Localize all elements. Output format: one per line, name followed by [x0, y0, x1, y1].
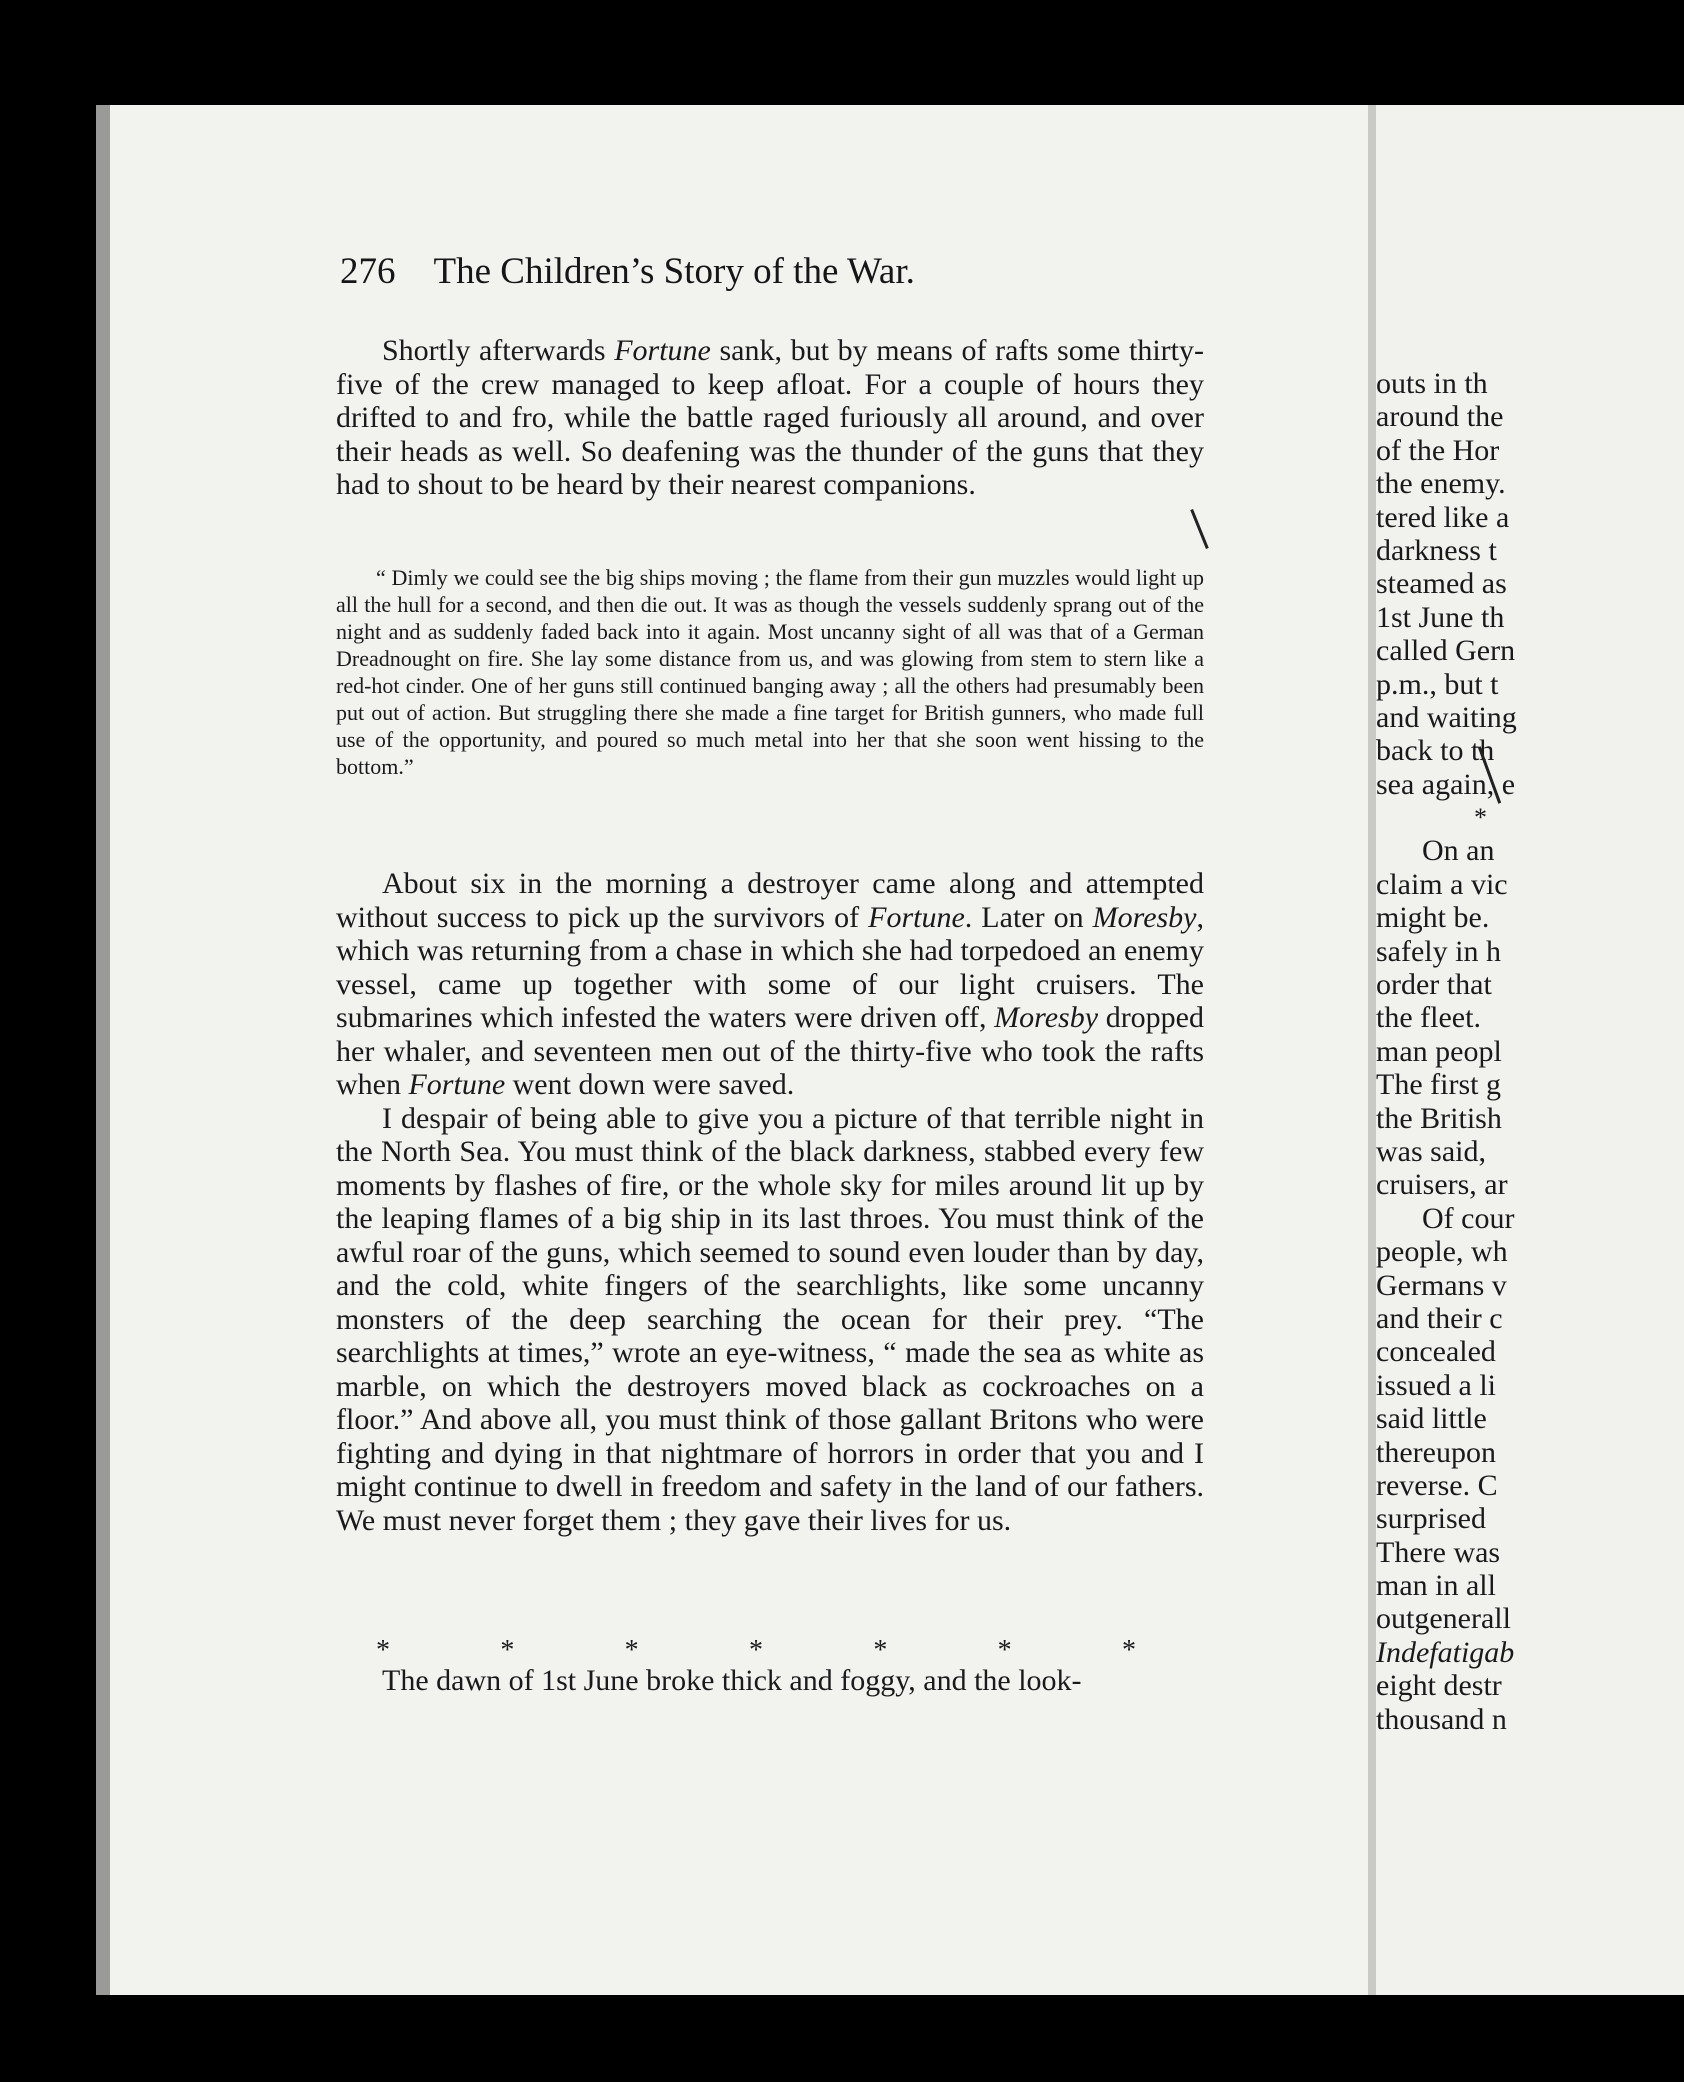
- right-page-line: back to th: [1376, 734, 1495, 768]
- right-page-line: the enemy.: [1376, 467, 1506, 501]
- right-page-line: darkness t: [1376, 533, 1497, 567]
- right-page-line: outgenerall: [1376, 1602, 1511, 1636]
- right-page-line: surprised: [1376, 1502, 1486, 1536]
- right-page-line: around the: [1376, 400, 1504, 434]
- eyewitness-quote: “ Dimly we could see the big ships moving ; the flame from their gun muzzles would light up all the hull for a second, and then die out. It was as though the vessels suddenly sprang out of the night and as suddenly faded back into it again. Most uncanny sight of all was that of a German Dreadnought on fire. She lay some distance from us, and was glowing from stem to stern like a red-hot cinder. One of her guns still continued banging away ; all the others had presumably been put out of action. But struggling there she made a fine target for British gunners, who made full use of the opportunity, and poured so much metal into her that she soon went hissing to the bottom.”: [336, 565, 1204, 779]
- section-break: [376, 1636, 1136, 1666]
- right-page-line: concealed: [1376, 1335, 1496, 1369]
- running-title: The Children’s Story of the War.: [433, 251, 915, 292]
- right-page-line: the fleet.: [1376, 1001, 1481, 1035]
- right-page-line: order that: [1376, 968, 1492, 1002]
- right-page-line: The first g: [1376, 1068, 1501, 1102]
- right-page-line: the British: [1376, 1101, 1502, 1135]
- right-page-line: might be.: [1376, 901, 1490, 935]
- paragraph-1: Shortly afterwards Fortune sank, but by means of rafts some thirty-five of the crew managed to keep afloat. For a couple of hours they drifted to and fro, while the battle raged furiously all around, and over their heads as well. So deafening was the thunder of the guns that they had to shout to be heard by their nearest companions.: [336, 334, 1204, 501]
- section-star: *: [1121, 1635, 1136, 1666]
- right-page-line: sea again, e: [1376, 767, 1516, 801]
- right-page-line: issued a li: [1376, 1368, 1496, 1402]
- section-star: *: [997, 1635, 1012, 1666]
- running-header: [340, 250, 915, 293]
- paragraph-4: The dawn of 1st June broke thick and foggy, and the look-: [382, 1664, 1082, 1697]
- right-page-line: On an: [1422, 834, 1495, 868]
- section-star: *: [376, 1635, 390, 1666]
- right-page-line: said little: [1376, 1402, 1487, 1436]
- right-page-line: tered like a: [1376, 500, 1510, 534]
- right-page-line: eight destr: [1376, 1669, 1502, 1703]
- right-page-line: There was: [1376, 1535, 1501, 1569]
- right-page-line: Of cour: [1422, 1201, 1515, 1235]
- right-page-line: Germans v: [1376, 1268, 1507, 1302]
- right-page-line: man peopl: [1376, 1034, 1502, 1068]
- right-page-line: was said,: [1376, 1134, 1486, 1168]
- right-page-text: [1376, 367, 1684, 1736]
- page-number: 276: [340, 251, 396, 292]
- section-star: *: [624, 1635, 639, 1666]
- right-page-line: of the Hor: [1376, 433, 1500, 467]
- right-page-line: reverse. C: [1376, 1468, 1498, 1502]
- right-page-line: thousand n: [1376, 1702, 1507, 1736]
- right-page-line: outs in th: [1376, 367, 1488, 400]
- right-page-line: called Gern: [1376, 634, 1516, 668]
- right-page-line: man in all: [1376, 1569, 1496, 1603]
- ship-name: Fortune: [614, 334, 711, 367]
- paragraph-2: About six in the morning a destroyer came along and attempted without success to pick up the survivors of Fortune. Later on Moresby, which was returning from a chase in which she had torpedoed an enemy vessel, came up together with some of our light cruisers. The submarines which infested the waters were driven off, Moresby dropped her whaler, and seventeen men out of the thirty-five who took the rafts when Fortune went down were saved. I despair of being able to give you a picture of that terrible night in the North Sea. You must think of the black darkness, stabbed every few moments by flashes of fire, or the whole sky for miles around lit up by the leaping flames of a big ship in its last throes. You must think of the awful roar of the guns, which seemed to sound even louder than by day, and the cold, white fingers of the searchlights, like some uncanny monsters of the deep searching the ocean for their prey. “The searchlights at times,” wrote an eye-witness, “ made the sea as white as marble, on which the destroyers moved black as cockroaches on a floor.” And above all, you must think of those gallant Britons who were fighting and dying in that nightmare of horrors in order that you and I might continue to dwell in freedom and safety in the land of our fathers. We must never forget them ; they gave their lives for us.: [336, 867, 1204, 1537]
- right-page-line: cruisers, ar: [1376, 1168, 1508, 1202]
- section-star: *: [500, 1635, 515, 1666]
- right-page-line: 1st June th: [1376, 600, 1505, 634]
- right-page-line: claim a vic: [1376, 867, 1508, 901]
- right-page-line: thereupon: [1376, 1435, 1496, 1469]
- right-page-line: people, wh: [1376, 1235, 1508, 1269]
- paragraph-3: I despair of being able to give you a picture of that terrible night in the North Sea. You must think of the black darkness, stabbed every few moments by flashes of fire, or the whole sky for miles around lit up by the leaping flames of a big ship in its last throes. You must think of the awful roar of the guns, which seemed to sound even louder than by day, and the cold, white fingers of the searchlights, like some uncanny monsters of the deep searching the ocean for their prey. “The searchlights at times,” wrote an eye-witness, “ made the sea as white as marble, on which the destroyers moved black as cockroaches on a floor.” And above all, you must think of those gallant Britons who were fighting and dying in that nightmare of horrors in order that you and I might continue to dwell in freedom and safety in the land of our fathers. We must never forget them ; they gave their lives for us.: [336, 1101, 1204, 1537]
- right-page-line: *: [1474, 803, 1487, 833]
- right-page-line: safely in h: [1376, 934, 1501, 968]
- right-page-line: steamed as: [1376, 567, 1507, 601]
- right-page: [1376, 105, 1684, 1995]
- right-page-line: p.m., but t: [1376, 667, 1499, 701]
- right-page-line: and waiting: [1376, 700, 1517, 734]
- book-gutter: [1368, 105, 1376, 1995]
- section-star: *: [873, 1635, 888, 1666]
- right-page-line: Indefatigab: [1376, 1635, 1515, 1669]
- section-star: *: [748, 1635, 763, 1666]
- right-page-line: and their c: [1376, 1301, 1503, 1335]
